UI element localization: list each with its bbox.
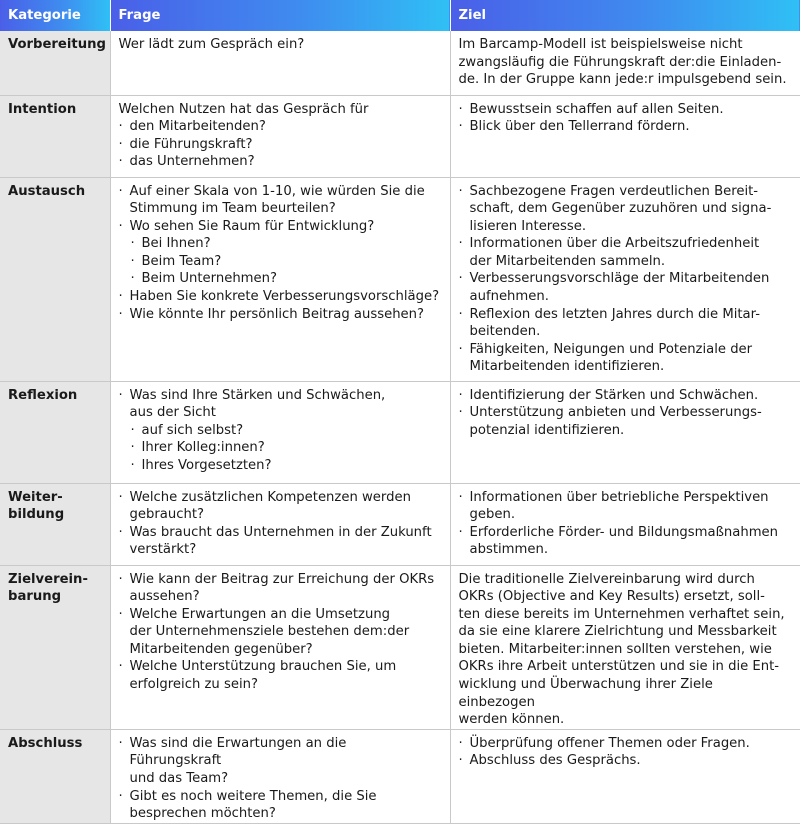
text-line: ten diese bereits im Unternehmen verhaftet sein, [458,606,785,622]
bullet-item: · Fähigkeiten, Neigungen und Potenziale der [459,341,793,359]
bullet-item: · Erforderliche Förder- und Bildungsmaßnahmen [459,524,793,542]
category-cell [0,729,110,823]
bullet-item: · Überprüfung offener Themen oder Fragen. [459,735,793,753]
text-line: de. In der Gruppe kann jede:r impulsgebend sein. [458,72,787,88]
goal-cell [450,729,800,823]
text-line: aufnehmen. [469,289,549,305]
table-row [0,729,800,823]
bullet-item: · Welche zusätzlichen Kompetenzen werden [119,489,442,507]
bullet-item: · Was sind die Erwartungen an die Führungskraft [119,735,442,770]
bullet-item: · Blick über den Tellerrand fördern. [459,118,793,136]
category-cell [0,31,110,95]
category-label: Intention [8,101,77,117]
table-row [0,177,800,381]
goal-cell [450,95,800,177]
text-line: der Mitarbeitenden sammeln. [469,253,666,269]
bullet-item: · Unterstützung anbieten und Verbesserungs- [459,404,793,422]
header-frage: Frage [110,0,450,31]
category-label: Vorbereitung [8,37,106,52]
text-line: wicklung und Überwachung ihrer Ziele einbezogen [458,677,713,710]
goal-cell [450,177,800,381]
text-line: OKRs ihre Arbeit unterstützen und sie in die Ent- [458,659,780,675]
bullet-item: · Identifizierung der Stärken und Schwächen. [459,387,793,405]
question-cell [110,483,450,565]
question-cell [110,177,450,381]
sub-bullet-item: · Bei Ihnen? [119,235,442,253]
sub-bullet-item: · Ihres Vorgesetzten? [119,457,442,475]
category-label: Abschluss [8,735,83,751]
table-row [0,31,800,95]
category-cell [0,483,110,565]
text-line: abstimmen. [469,542,549,558]
bullet-item: · Wie kann der Beitrag zur Erreichung der OKRs [119,571,442,589]
text-line: besprechen möchten? [129,806,276,822]
text-line: Stimmung im Team beurteilen? [129,201,336,217]
bullet-item: · Reflexion des letzten Jahres durch die Mitar- [459,306,793,324]
category-cell [0,95,110,177]
text-line: da sie eine klarere Zielrichtung und Messbarkeit [458,624,777,640]
text-line: Mitarbeitenden identifizieren. [469,359,665,375]
question-cell [110,565,450,729]
text-line: Im Barcamp-Modell ist beispielsweise nicht [458,37,743,52]
table-header-row [0,0,800,31]
bullet-item: · Sachbezogene Fragen verdeutlichen Bereit- [459,183,793,201]
question-cell [110,729,450,823]
bullet-item: · Bewusstsein schaffen auf allen Seiten. [459,101,793,119]
category-label: Reflexion [8,387,78,403]
text-line: potenzial identifizieren. [469,422,625,438]
question-cell [110,381,450,483]
text-line: lisieren Interesse. [469,218,587,234]
bullet-item: · Welche Unterstützung brauchen Sie, um [119,658,442,676]
category-label: bildung [8,507,65,523]
table-body [0,31,800,823]
goal-cell [450,483,800,565]
bullet-item: · Auf einer Skala von 1-10, wie würden Sie die [119,183,442,201]
text-line: Welchen Nutzen hat das Gespräch für [118,101,369,117]
text-line: aussehen? [129,589,200,605]
text-line: aus der Sicht [129,405,216,421]
sub-bullet-item: · Ihrer Kolleg:innen? [119,439,442,457]
text-line: Wer lädt zum Gespräch ein? [118,37,305,52]
text-line: beitenden. [469,324,541,340]
sub-bullet-item: · Beim Team? [119,253,442,271]
table-row [0,95,800,177]
bullet-item: · den Mitarbeitenden? [119,118,442,136]
bullet-item: · Welche Erwartungen an die Umsetzung [119,606,442,624]
question-cell [110,31,450,95]
bullet-item: · Was braucht das Unternehmen in der Zukunft [119,524,442,542]
header-kategorie: Kategorie [0,0,110,31]
bullet-item: · Informationen über betriebliche Perspektiven [459,489,793,507]
sub-bullet-item: · auf sich selbst? [119,422,442,440]
header-ziel: Ziel [450,0,800,31]
bullet-item: · die Führungskraft? [119,136,442,154]
goal-cell [450,565,800,729]
category-cell [0,565,110,729]
bullet-item: · das Unternehmen? [119,153,442,171]
table-row [0,483,800,565]
table-row [0,565,800,729]
table-row [0,381,800,483]
bullet-item: · Wie könnte Ihr persönlich Beitrag aussehen? [119,306,442,324]
category-label: Zielverein- [8,571,88,587]
text-line: bieten. Mitarbeiter:innen sollten verstehen, wie [458,641,772,657]
text-line: schaft, dem Gegenüber zuzuhören und signa- [469,201,772,217]
category-label: barung [8,589,62,605]
bullet-item: · Haben Sie konkrete Verbesserungsvorschläge? [119,288,442,306]
sub-bullet-item: · Beim Unternehmen? [119,270,442,288]
text-line: verstärkt? [129,542,197,558]
text-line: OKRs (Objective and Key Results) ersetzt, soll- [458,589,765,605]
text-line: werden können. [458,712,565,728]
bullet-item: · Was sind Ihre Stärken und Schwächen, [119,387,442,405]
bullet-item: · Informationen über die Arbeitszufriedenheit [459,235,793,253]
bullet-item: · Verbesserungsvorschläge der Mitarbeitenden [459,270,793,288]
text-line: geben. [469,507,516,523]
bullet-item: · Gibt es noch weitere Themen, die Sie [119,788,442,806]
text-line: und das Team? [129,771,229,787]
category-label: Austausch [8,183,86,199]
text-line: gebraucht? [129,507,204,523]
category-cell [0,177,110,381]
text-line: zwangsläufig die Führungskraft der:die Einladen- [458,54,782,70]
goal-cell [450,381,800,483]
bullet-item: · Wo sehen Sie Raum für Entwicklung? [119,218,442,236]
text-line: Mitarbeitenden gegenüber? [129,641,313,657]
bullet-item: · Abschluss des Gesprächs. [459,752,793,770]
question-cell [110,95,450,177]
text-line: der Unternehmensziele bestehen dem:der [129,624,410,640]
category-cell [0,381,110,483]
text-line: erfolgreich zu sein? [129,677,258,693]
text-line: Die traditionelle Zielvereinbarung wird durch [458,571,755,587]
category-label: Weiter- [8,489,63,505]
goal-cell [450,31,800,95]
